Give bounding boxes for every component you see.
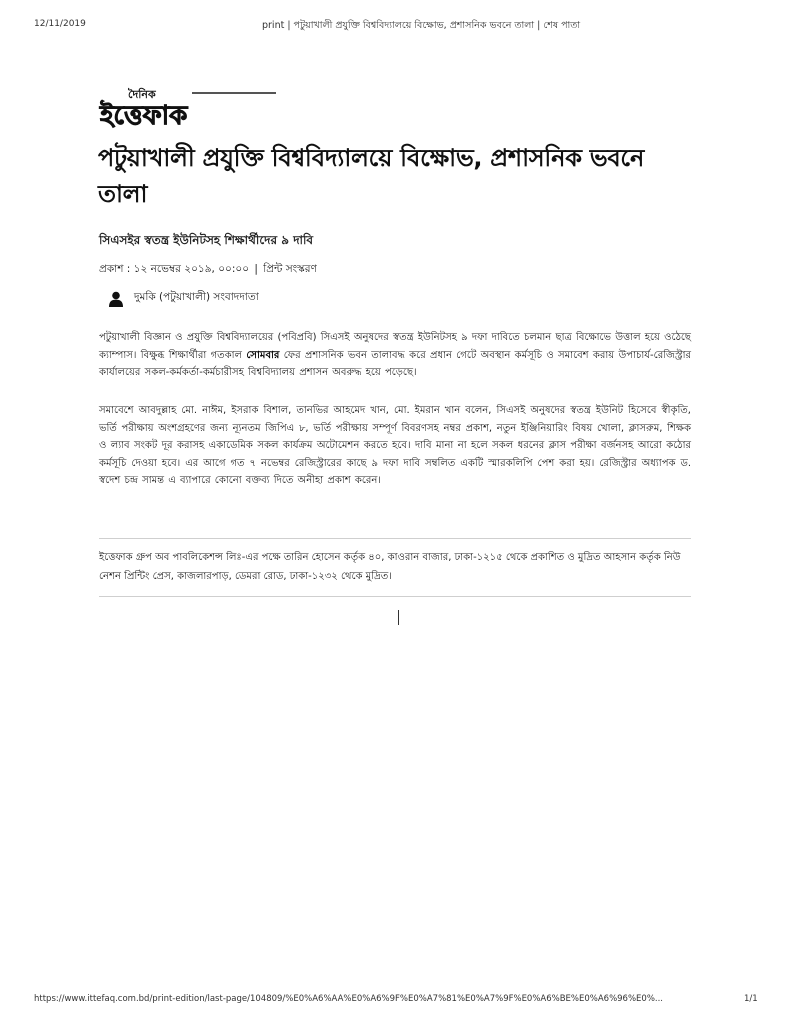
article-meta [99, 262, 317, 279]
article-paragraph-2: সমাবেশে আবদুল্লাহ মো. নাঈম, ইসরাক বিশাল, তানভির আহমেদ খান, মো. ইমরান খান বলেন, সিএসই অনুষদের স্বতন্ত্র ইউনিট হিসেবে স্বীকৃতি, ভর্তি পরীক্ষায় অংশগ্রহণের জন্য ন্যূনতম জিপিএ ৮, ভর্তি পরীক্ষায় সম্পূর্ণ বিবরণসহ নম্বর প্রকাশ, নতুন ইঞ্জিনিয়ারিং বিষয় খোলা, ক্লাসরুম, শিক্ষক ও ল্যাব সংকট দূর করাসহ একাডেমিক সকল কার্যক্রম অটোমেশন করতে হবে। দাবি মানা না হলে সকল ধরনের ক্লাস পরীক্ষা বর্জনসহ আরো কঠোর কর্মসূচি দেওয়া হবে। এর আগে গত ৭ নভেম্বর রেজিস্ট্রারের কাছে ৯ দফা দাবি সম্বলিত একটি স্মারকলিপি পেশ করা হয়। রেজিস্ট্রার অধ্যাপক ড. স্বদেশ চন্দ্র সামন্ত এ ব্যাপারে কোনো বক্তব্য দিতে অনীহা প্রকাশ করেন। [99, 405, 691, 487]
print-page-number: 1/1 [744, 994, 758, 1004]
author-name: দুমকি (পটুয়াখালী) সংবাদদাতা [134, 291, 259, 303]
logo-small-text: দৈনিক [128, 88, 156, 101]
logo-main-text: ইত্তেফাক [100, 101, 188, 130]
meta-separator: | [254, 263, 258, 275]
user-icon [108, 291, 124, 307]
print-version-link[interactable]: প্রিন্ট সংস্করণ [263, 263, 317, 275]
divider [99, 596, 691, 597]
publish-date: প্রকাশ : ১২ নভেম্বর ২০১৯, ০০:০০ [99, 263, 250, 275]
print-footer-url[interactable]: https://www.ittefaq.com.bd/print-edition/last-page/104809/%E0%A6%AA%E0%A6%9F%E0%A7%81%E0%A7%9F%E0%A6%BE%E0%A6%96%E0%... [34, 994, 664, 1004]
text-cursor [398, 610, 399, 625]
article-subheadline: সিএসইর স্বতন্ত্র ইউনিটসহ শিক্ষার্থীদের ৯ দাবি [99, 233, 314, 247]
article-paragraph-1 [99, 329, 691, 382]
logo-graphic [98, 86, 280, 130]
paragraph-1-text-end: ফের প্রশাসনিক ভবন তালাবদ্ধ করে প্রধান গেটে অবস্থান কর্মসূচি ও সমাবেশ করায় উপাচার্য-রেজিস্ট্রার কার্যালয়ের সকল-কর্মকর্তা-কর্মচারীসহ বিশ্ববিদ্যালয় প্রশাসন অবরুদ্ধ হয়ে পড়েছে। [99, 349, 691, 379]
paragraph-1-bold-word: সোমবার [246, 349, 280, 361]
print-page-title: print | পটুয়াখালী প্রযুক্তি বিশ্ববিদ্যালয়ে বিক্ষোভ, প্রশাসনিক ভবনে তালা | শেষ পাতা [262, 20, 581, 31]
author-byline [108, 290, 259, 307]
ittefaq-logo[interactable] [98, 86, 280, 130]
divider [99, 538, 691, 539]
paragraph-1-text-start: পটুয়াখালী বিজ্ঞান ও প্রযুক্তি বিশ্ববিদ্যালয়ের (পবিপ্রবি) সিএসই অনুষদের স্বতন্ত্র ইউনিটসহ ৯ দফা দাবিতে চলমান ছাত্র বিক্ষোভে উত্তাল হয়ে ওঠেছে ক্যাম্পাস। বিক্ষুব্ধ শিক্ষার্থীরা গতকাল [99, 332, 691, 361]
article-headline: পটুয়াখালী প্রযুক্তি বিশ্ববিদ্যালয়ে বিক্ষোভ, প্রশাসনিক ভবনে তালা [98, 144, 645, 208]
print-date: 12/11/2019 [34, 19, 86, 29]
publisher-imprint: ইত্তেফাক গ্রুপ অব পাবলিকেশন্স লিঃ-এর পক্ষে তারিন হোসেন কর্তৃক ৪০, কাওরান বাজার, ঢাকা-১২১৫ থেকে প্রকাশিত ও মুদ্রিত আহসান কর্তৃক নিউ নেশন প্রিন্টিং প্রেস, কাজলারপাড়, ডেমরা রোড, ঢাকা-১২৩২ থেকে মুদ্রিত। [99, 552, 681, 582]
